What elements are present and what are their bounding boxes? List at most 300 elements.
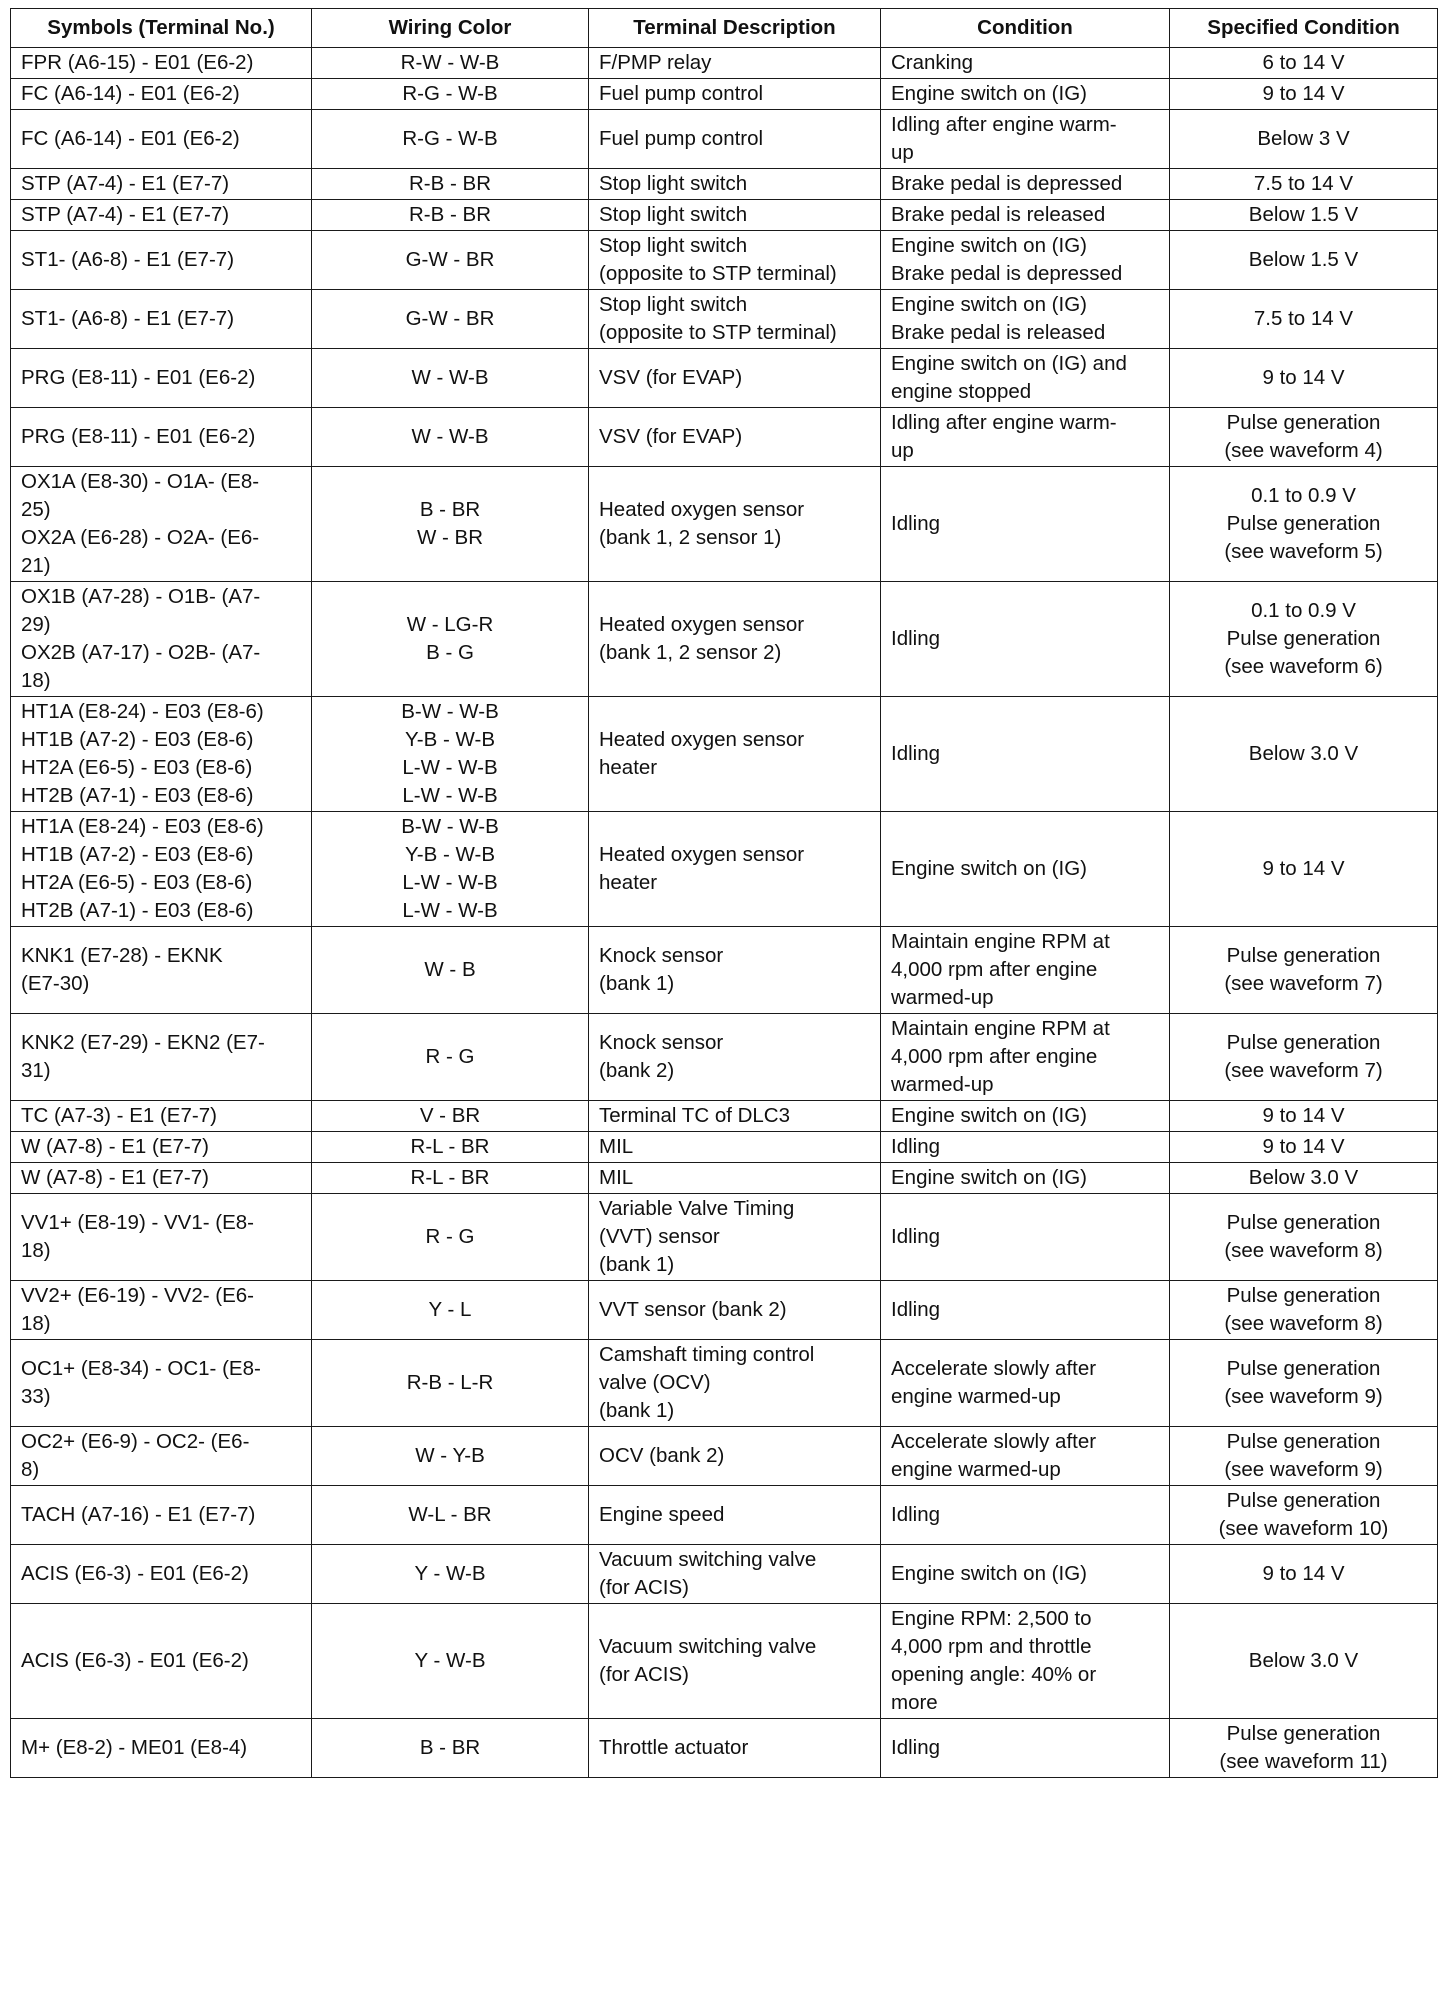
cell-line: (see waveform 7) [1224, 1059, 1383, 1082]
cell-line: Heated oxygen sensor [599, 498, 805, 521]
cell-line: Pulse generation [1226, 944, 1381, 967]
table-row [11, 812, 1438, 927]
terminal-description-cell [589, 582, 881, 697]
specified-condition-cell [1170, 1014, 1438, 1101]
terminal-description-cell [589, 408, 881, 467]
wiring-color-cell [312, 48, 589, 79]
wiring-color-cell [312, 1719, 589, 1778]
symbols-cell [11, 200, 312, 231]
table-row [11, 290, 1438, 349]
wiring-color-cell [312, 1194, 589, 1281]
table-row [11, 927, 1438, 1014]
specified-condition-cell [1170, 408, 1438, 467]
wiring-color-cell [312, 812, 589, 927]
wiring-color-cell [312, 349, 589, 408]
cell-line: TC (A7-3) - E1 (E7-7) [21, 1104, 217, 1127]
cell-line: KNK1 (E7-28) - EKNK [21, 944, 223, 967]
terminal-description-cell [589, 812, 881, 927]
cell-line: STP (A7-4) - E1 (E7-7) [21, 203, 230, 226]
cell-line: Brake pedal is released [891, 321, 1106, 344]
cell-line: Y - L [428, 1298, 472, 1321]
condition-cell [881, 1486, 1170, 1545]
table-row [11, 1340, 1438, 1427]
condition-cell [881, 1427, 1170, 1486]
cell-line: Knock sensor [599, 1031, 724, 1054]
cell-line: W (A7-8) - E1 (E7-7) [21, 1135, 209, 1158]
cell-line: Pulse generation [1226, 1430, 1381, 1453]
condition-cell [881, 110, 1170, 169]
table-row [11, 697, 1438, 812]
cell-line: warmed-up [891, 1073, 994, 1096]
cell-line: Pulse generation [1226, 627, 1381, 650]
terminal-description-cell [589, 467, 881, 582]
cell-line: 7.5 to 14 V [1253, 307, 1354, 330]
symbols-cell [11, 48, 312, 79]
symbols-cell [11, 408, 312, 467]
cell-line: (see waveform 9) [1224, 1385, 1383, 1408]
cell-line: warmed-up [891, 986, 994, 1009]
cell-line: R-L - BR [410, 1135, 490, 1158]
cell-line: Vacuum switching valve [599, 1635, 817, 1658]
symbols-cell [11, 1486, 312, 1545]
cell-line: 31) [21, 1059, 51, 1082]
condition-cell [881, 812, 1170, 927]
cell-line: (see waveform 11) [1219, 1750, 1388, 1773]
cell-line: HT1A (E8-24) - E03 (E8-6) [21, 700, 264, 723]
cell-line: Fuel pump control [599, 82, 764, 105]
specified-condition-cell [1170, 290, 1438, 349]
cell-line: valve (OCV) [599, 1371, 711, 1394]
cell-line: 9 to 14 V [1262, 1135, 1345, 1158]
condition-cell [881, 1163, 1170, 1194]
condition-cell [881, 349, 1170, 408]
cell-line: OX2A (E6-28) - O2A- (E6- [21, 526, 260, 549]
specified-condition-cell [1170, 1604, 1438, 1719]
cell-line: R-B - L-R [406, 1371, 494, 1394]
condition-cell [881, 1014, 1170, 1101]
wiring-color-cell [312, 1340, 589, 1427]
table-row [11, 48, 1438, 79]
table-row [11, 110, 1438, 169]
cell-line: L-W - W-B [402, 784, 498, 807]
terminal-description-cell [589, 48, 881, 79]
terminal-description-cell [589, 1194, 881, 1281]
table-row [11, 1281, 1438, 1340]
cell-line: HT2A (E6-5) - E03 (E8-6) [21, 871, 253, 894]
cell-line: 9 to 14 V [1262, 82, 1345, 105]
symbols-cell [11, 1604, 312, 1719]
table-body [11, 48, 1438, 1778]
cell-line: W - B [424, 958, 476, 981]
condition-cell [881, 697, 1170, 812]
cell-line: 18) [21, 669, 51, 692]
cell-line: HT1A (E8-24) - E03 (E8-6) [21, 815, 264, 838]
cell-line: B - BR [419, 498, 481, 521]
terminal-description-cell [589, 231, 881, 290]
symbols-cell [11, 1101, 312, 1132]
terminal-description-cell [589, 1486, 881, 1545]
cell-line: Brake pedal is released [891, 203, 1106, 226]
cell-line: 4,000 rpm after engine [891, 1045, 1098, 1068]
cell-line: Heated oxygen sensor [599, 728, 805, 751]
condition-cell [881, 408, 1170, 467]
cell-line: Pulse generation [1226, 1031, 1381, 1054]
specified-condition-cell [1170, 169, 1438, 200]
condition-cell [881, 1194, 1170, 1281]
table-row [11, 408, 1438, 467]
header-specified-condition: Specified Condition [1170, 9, 1438, 48]
specified-condition-cell [1170, 1719, 1438, 1778]
cell-line: (see waveform 9) [1224, 1458, 1383, 1481]
condition-cell [881, 1604, 1170, 1719]
terminal-description-cell [589, 697, 881, 812]
cell-line: ACIS (E6-3) - E01 (E6-2) [21, 1562, 249, 1585]
cell-line: Knock sensor [599, 944, 724, 967]
cell-line: heater [599, 871, 658, 894]
cell-line: (bank 1) [599, 1253, 675, 1276]
terminal-description-cell [589, 1604, 881, 1719]
cell-line: G-W - BR [405, 307, 495, 330]
cell-line: HT2A (E6-5) - E03 (E8-6) [21, 756, 253, 779]
cell-line: (opposite to STP terminal) [599, 321, 837, 344]
cell-line: 4,000 rpm and throttle [891, 1635, 1092, 1658]
terminal-spec-table [10, 8, 1438, 1778]
terminal-description-cell [589, 1719, 881, 1778]
specified-condition-cell [1170, 582, 1438, 697]
specified-condition-cell [1170, 1132, 1438, 1163]
cell-line: VSV (for EVAP) [599, 366, 743, 389]
symbols-cell [11, 1132, 312, 1163]
cell-line: Below 3 V [1257, 127, 1350, 150]
table-row [11, 231, 1438, 290]
cell-line: W - LG-R [406, 613, 494, 636]
terminal-description-cell [589, 349, 881, 408]
cell-line: up [891, 439, 914, 462]
cell-line: (E7-30) [21, 972, 90, 995]
cell-line: OX1A (E8-30) - O1A- (E8- [21, 470, 260, 493]
specified-condition-cell [1170, 349, 1438, 408]
cell-line: (see waveform 6) [1224, 655, 1383, 678]
cell-line: Heated oxygen sensor [599, 843, 805, 866]
cell-line: MIL [599, 1166, 634, 1189]
cell-line: Engine switch on (IG) [891, 857, 1087, 880]
table-row [11, 1545, 1438, 1604]
condition-cell [881, 231, 1170, 290]
cell-line: OC1+ (E8-34) - OC1- (E8- [21, 1357, 261, 1380]
cell-line: Y - W-B [414, 1562, 486, 1585]
symbols-cell [11, 231, 312, 290]
condition-cell [881, 467, 1170, 582]
cell-line: R - G [425, 1225, 475, 1248]
specified-condition-cell [1170, 1427, 1438, 1486]
table-row [11, 1163, 1438, 1194]
cell-line: Idling [891, 627, 941, 650]
symbols-cell [11, 349, 312, 408]
cell-line: (VVT) sensor [599, 1225, 720, 1248]
cell-line: ST1- (A6-8) - E1 (E7-7) [21, 307, 235, 330]
cell-line: B - BR [419, 1736, 481, 1759]
symbols-cell [11, 1163, 312, 1194]
cell-line: engine warmed-up [891, 1458, 1061, 1481]
cell-line: 25) [21, 498, 51, 521]
condition-cell [881, 1719, 1170, 1778]
condition-cell [881, 79, 1170, 110]
wiring-color-cell [312, 1163, 589, 1194]
header-symbols: Symbols (Terminal No.) [11, 9, 312, 48]
cell-line: 18) [21, 1312, 51, 1335]
condition-cell [881, 290, 1170, 349]
wiring-color-cell [312, 697, 589, 812]
cell-line: Maintain engine RPM at [891, 930, 1110, 953]
specified-condition-cell [1170, 1281, 1438, 1340]
terminal-description-cell [589, 79, 881, 110]
cell-line: Engine RPM: 2,500 to [891, 1607, 1092, 1630]
cell-line: M+ (E8-2) - ME01 (E8-4) [21, 1736, 248, 1759]
cell-line: (see waveform 8) [1224, 1239, 1383, 1262]
wiring-color-cell [312, 1132, 589, 1163]
cell-line: Pulse generation [1226, 512, 1381, 535]
wiring-color-cell [312, 1014, 589, 1101]
cell-line: OX1B (A7-28) - O1B- (A7- [21, 585, 261, 608]
cell-line: B-W - W-B [401, 815, 499, 838]
cell-line: W - W-B [411, 425, 489, 448]
cell-line: PRG (E8-11) - E01 (E6-2) [21, 366, 256, 389]
table-row [11, 1194, 1438, 1281]
cell-line: PRG (E8-11) - E01 (E6-2) [21, 425, 256, 448]
cell-line: R-L - BR [410, 1166, 490, 1189]
cell-line: Idling [891, 1736, 941, 1759]
terminal-description-cell [589, 927, 881, 1014]
cell-line: Maintain engine RPM at [891, 1017, 1110, 1040]
wiring-color-cell [312, 1281, 589, 1340]
cell-line: R-B - BR [409, 172, 491, 195]
cell-line: Pulse generation [1226, 1357, 1381, 1380]
terminal-description-cell [589, 1132, 881, 1163]
cell-line: up [891, 141, 914, 164]
cell-line: heater [599, 756, 658, 779]
cell-line: FPR (A6-15) - E01 (E6-2) [21, 51, 254, 74]
cell-line: HT2B (A7-1) - E03 (E8-6) [21, 899, 254, 922]
cell-line: HT2B (A7-1) - E03 (E8-6) [21, 784, 254, 807]
cell-line: Y-B - W-B [405, 843, 495, 866]
terminal-description-cell [589, 110, 881, 169]
wiring-color-cell [312, 169, 589, 200]
cell-line: G-W - BR [405, 248, 495, 271]
cell-line: engine stopped [891, 380, 1032, 403]
wiring-color-cell [312, 79, 589, 110]
cell-line: FC (A6-14) - E01 (E6-2) [21, 127, 240, 150]
cell-line: ST1- (A6-8) - E1 (E7-7) [21, 248, 235, 271]
cell-line: Idling [891, 512, 941, 535]
symbols-cell [11, 169, 312, 200]
cell-line: W-L - BR [408, 1503, 492, 1526]
cell-line: Idling [891, 1298, 941, 1321]
symbols-cell [11, 927, 312, 1014]
condition-cell [881, 169, 1170, 200]
table-row [11, 1719, 1438, 1778]
cell-line: HT1B (A7-2) - E03 (E8-6) [21, 843, 254, 866]
cell-line: Below 3.0 V [1248, 742, 1359, 765]
header-row [11, 9, 1438, 48]
cell-line: Brake pedal is depressed [891, 262, 1123, 285]
cell-line: Engine switch on (IG) and [891, 352, 1127, 375]
specified-condition-cell [1170, 200, 1438, 231]
cell-line: engine warmed-up [891, 1385, 1061, 1408]
cell-line: Cranking [891, 51, 974, 74]
cell-line: 6 to 14 V [1262, 51, 1345, 74]
table-row [11, 1014, 1438, 1101]
symbols-cell [11, 1427, 312, 1486]
table-row [11, 1486, 1438, 1545]
cell-line: 9 to 14 V [1262, 1562, 1345, 1585]
symbols-cell [11, 290, 312, 349]
cell-line: TACH (A7-16) - E1 (E7-7) [21, 1503, 256, 1526]
cell-line: 29) [21, 613, 51, 636]
cell-line: 7.5 to 14 V [1253, 172, 1354, 195]
symbols-cell [11, 79, 312, 110]
cell-line: R-W - W-B [400, 51, 500, 74]
cell-line: Pulse generation [1226, 1284, 1381, 1307]
symbols-cell [11, 467, 312, 582]
condition-cell [881, 1545, 1170, 1604]
terminal-description-cell [589, 1163, 881, 1194]
cell-line: Y - W-B [414, 1649, 486, 1672]
cell-line: (see waveform 4) [1224, 439, 1383, 462]
cell-line: HT1B (A7-2) - E03 (E8-6) [21, 728, 254, 751]
cell-line: KNK2 (E7-29) - EKN2 (E7- [21, 1031, 265, 1054]
cell-line: (bank 2) [599, 1059, 675, 1082]
symbols-cell [11, 1719, 312, 1778]
symbols-cell [11, 1194, 312, 1281]
cell-line: Accelerate slowly after [891, 1357, 1097, 1380]
cell-line: Stop light switch [599, 172, 748, 195]
cell-line: R-G - W-B [402, 127, 498, 150]
wiring-color-cell [312, 1101, 589, 1132]
wiring-color-cell [312, 231, 589, 290]
cell-line: (bank 1) [599, 1399, 675, 1422]
cell-line: 9 to 14 V [1262, 857, 1345, 880]
cell-line: V - BR [419, 1104, 481, 1127]
cell-line: 0.1 to 0.9 V [1251, 599, 1356, 622]
specified-condition-cell [1170, 48, 1438, 79]
table-row [11, 169, 1438, 200]
cell-line: more [891, 1691, 938, 1714]
cell-line: R-B - BR [409, 203, 491, 226]
condition-cell [881, 582, 1170, 697]
cell-line: Variable Valve Timing [599, 1197, 795, 1220]
specified-condition-cell [1170, 1194, 1438, 1281]
cell-line: Engine switch on (IG) [891, 1166, 1087, 1189]
cell-line: Below 1.5 V [1248, 248, 1359, 271]
wiring-color-cell [312, 927, 589, 1014]
wiring-color-cell [312, 290, 589, 349]
cell-line: W - W-B [411, 366, 489, 389]
terminal-description-cell [589, 169, 881, 200]
cell-line: (for ACIS) [599, 1663, 689, 1686]
cell-line: W - Y-B [415, 1444, 485, 1467]
table-row [11, 200, 1438, 231]
cell-line: Pulse generation [1226, 411, 1381, 434]
terminal-description-cell [589, 200, 881, 231]
cell-line: Pulse generation [1226, 1489, 1381, 1512]
cell-line: OX2B (A7-17) - O2B- (A7- [21, 641, 261, 664]
cell-line: Idling after engine warm- [891, 113, 1117, 136]
cell-line: Engine switch on (IG) [891, 1104, 1087, 1127]
condition-cell [881, 927, 1170, 1014]
cell-line: (see waveform 7) [1224, 972, 1383, 995]
cell-line: Engine switch on (IG) [891, 1562, 1087, 1585]
specified-condition-cell [1170, 927, 1438, 1014]
specified-condition-cell [1170, 812, 1438, 927]
wiring-color-cell [312, 1545, 589, 1604]
cell-line: MIL [599, 1135, 634, 1158]
wiring-color-cell [312, 582, 589, 697]
cell-line: 9 to 14 V [1262, 366, 1345, 389]
symbols-cell [11, 812, 312, 927]
cell-line: Heated oxygen sensor [599, 613, 805, 636]
symbols-cell [11, 582, 312, 697]
cell-line: (bank 1, 2 sensor 1) [599, 526, 782, 549]
wiring-color-cell [312, 1604, 589, 1719]
table-row [11, 1427, 1438, 1486]
specified-condition-cell [1170, 1101, 1438, 1132]
table-row [11, 79, 1438, 110]
condition-cell [881, 1281, 1170, 1340]
condition-cell [881, 1340, 1170, 1427]
cell-line: Engine switch on (IG) [891, 82, 1087, 105]
cell-line: STP (A7-4) - E1 (E7-7) [21, 172, 230, 195]
cell-line: 9 to 14 V [1262, 1104, 1345, 1127]
cell-line: OCV (bank 2) [599, 1444, 725, 1467]
cell-line: L-W - W-B [402, 871, 498, 894]
cell-line: Idling [891, 1503, 941, 1526]
terminal-description-cell [589, 1340, 881, 1427]
terminal-description-cell [589, 1101, 881, 1132]
cell-line: 0.1 to 0.9 V [1251, 484, 1356, 507]
cell-line: B - G [426, 641, 474, 664]
cell-line: Stop light switch [599, 293, 748, 316]
symbols-cell [11, 1340, 312, 1427]
cell-line: Pulse generation [1226, 1722, 1381, 1745]
cell-line: Terminal TC of DLC3 [599, 1104, 791, 1127]
cell-line: Camshaft timing control [599, 1343, 815, 1366]
table-row [11, 467, 1438, 582]
specified-condition-cell [1170, 1486, 1438, 1545]
cell-line: VVT sensor (bank 2) [599, 1298, 787, 1321]
cell-line: VV2+ (E6-19) - VV2- (E6- [21, 1284, 254, 1307]
table-row [11, 1604, 1438, 1719]
cell-line: L-W - W-B [402, 756, 498, 779]
cell-line: VV1+ (E8-19) - VV1- (E8- [21, 1211, 254, 1234]
specified-condition-cell [1170, 1163, 1438, 1194]
cell-line: Accelerate slowly after [891, 1430, 1097, 1453]
specified-condition-cell [1170, 697, 1438, 812]
cell-line: Engine switch on (IG) [891, 234, 1087, 257]
cell-line: VSV (for EVAP) [599, 425, 743, 448]
terminal-description-cell [589, 1427, 881, 1486]
symbols-cell [11, 1545, 312, 1604]
cell-line: (see waveform 10) [1218, 1517, 1389, 1540]
specified-condition-cell [1170, 1545, 1438, 1604]
symbols-cell [11, 110, 312, 169]
cell-line: Stop light switch [599, 203, 748, 226]
table-row [11, 1101, 1438, 1132]
condition-cell [881, 200, 1170, 231]
table-row [11, 1132, 1438, 1163]
specified-condition-cell [1170, 79, 1438, 110]
cell-line: Y-B - W-B [405, 728, 495, 751]
wiring-color-cell [312, 200, 589, 231]
